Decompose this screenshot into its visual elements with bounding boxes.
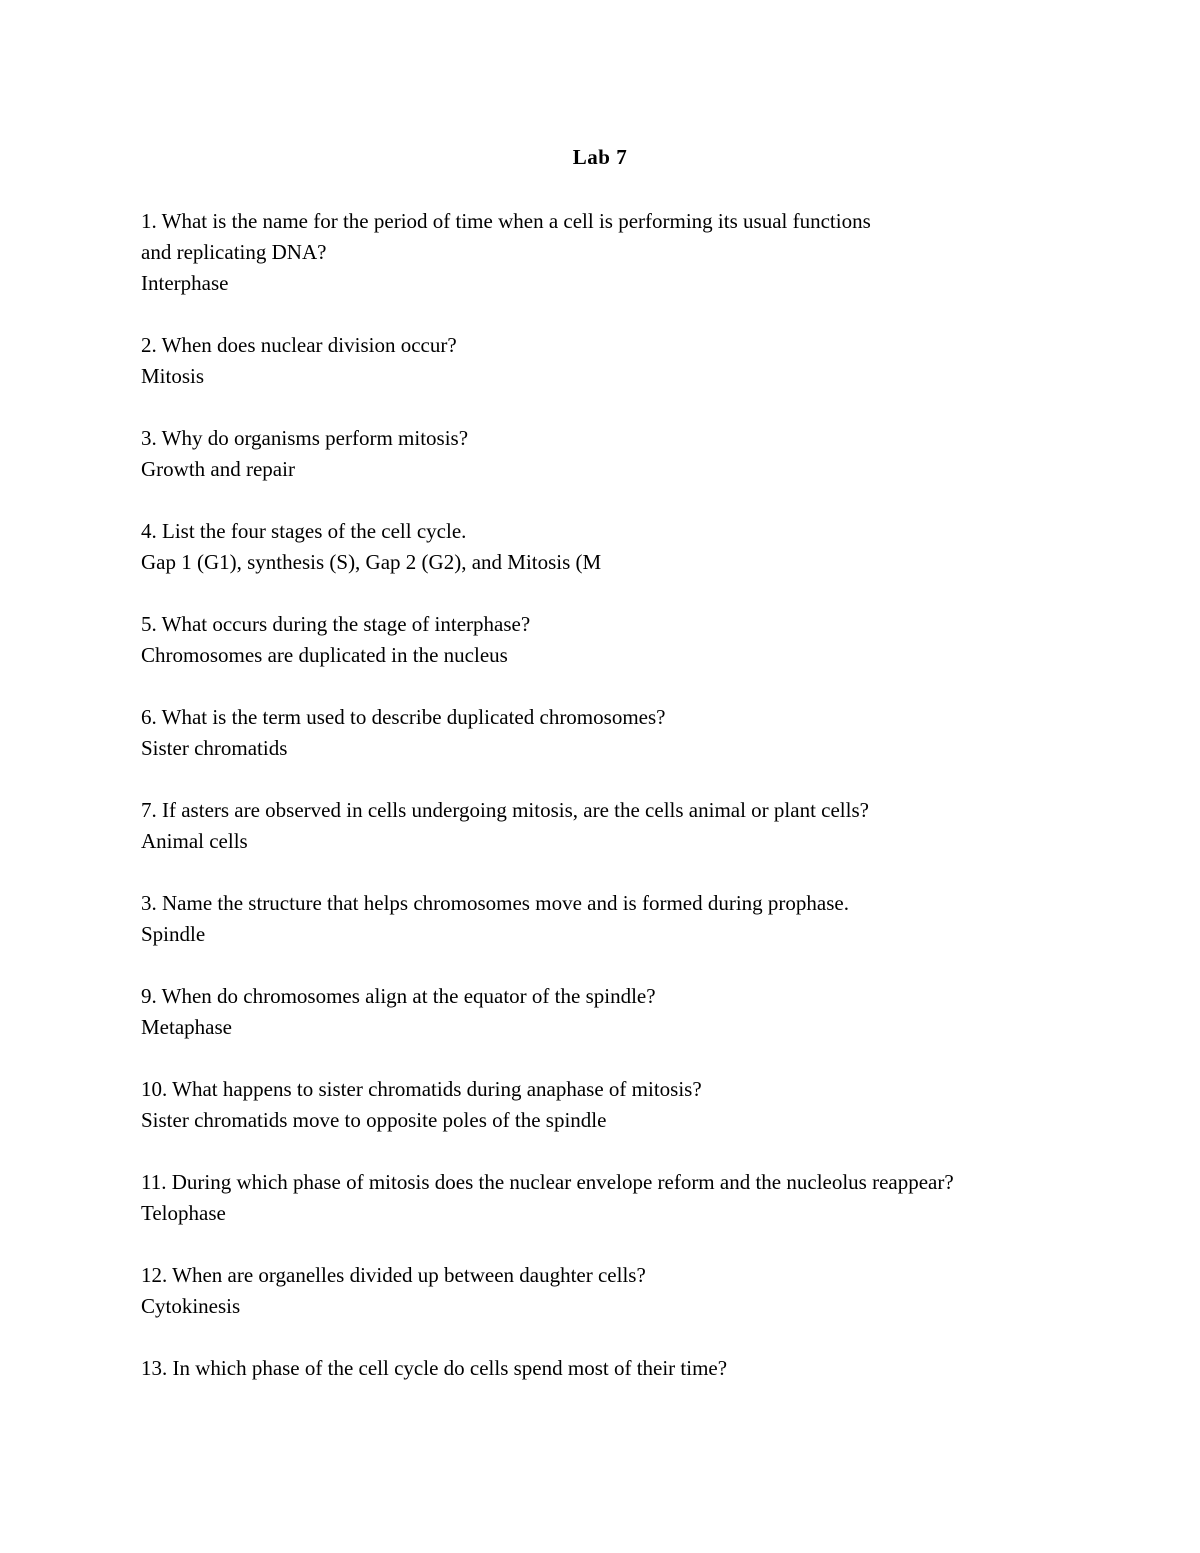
answer-2: Mitosis — [141, 364, 205, 388]
qa-item-7 — [141, 795, 1101, 857]
answer-7: Animal cells — [141, 829, 248, 853]
answer-4: Gap 1 (G1), synthesis (S), Gap 2 (G2), and Mitosis (M — [141, 550, 602, 574]
question-12: 12. When are organelles divided up between daughter cells? — [141, 1263, 646, 1287]
qa-item-11 — [141, 1167, 1101, 1229]
question-7: 7. If asters are observed in cells undergoing mitosis, are the cells animal or plant cells? — [141, 798, 869, 822]
question-5: 5. What occurs during the stage of interphase? — [141, 612, 531, 636]
question-3: 3. Why do organisms perform mitosis? — [141, 426, 469, 450]
question-list — [141, 206, 1101, 1415]
question-1-line-2: and replicating DNA? — [141, 240, 327, 264]
question-10: 10. What happens to sister chromatids during anaphase of mitosis? — [141, 1077, 702, 1101]
question-13: 13. In which phase of the cell cycle do cells spend most of their time? — [141, 1356, 728, 1380]
qa-item-13 — [141, 1353, 1101, 1384]
question-1-line-1: 1. What is the name for the period of time when a cell is performing its usual functions — [141, 209, 871, 233]
qa-item-8 — [141, 888, 1101, 950]
question-9: 9. When do chromosomes align at the equator of the spindle? — [141, 984, 656, 1008]
qa-item-1 — [141, 206, 1101, 299]
question-8: 3. Name the structure that helps chromosomes move and is formed during prophase. — [141, 891, 849, 915]
qa-item-2 — [141, 330, 1101, 392]
answer-5: Chromosomes are duplicated in the nucleus — [141, 643, 508, 667]
answer-11: Telophase — [141, 1201, 226, 1225]
question-2: 2. When does nuclear division occur? — [141, 333, 457, 357]
answer-3: Growth and repair — [141, 457, 295, 481]
qa-item-12 — [141, 1260, 1101, 1322]
qa-item-5 — [141, 609, 1101, 671]
answer-12: Cytokinesis — [141, 1294, 241, 1318]
answer-6: Sister chromatids — [141, 736, 288, 760]
qa-item-6 — [141, 702, 1101, 764]
qa-item-9 — [141, 981, 1101, 1043]
page-title: Lab 7 — [572, 145, 628, 169]
qa-item-3 — [141, 423, 1101, 485]
answer-10: Sister chromatids move to opposite poles of the spindle — [141, 1108, 607, 1132]
qa-item-4 — [141, 516, 1101, 578]
qa-item-10 — [141, 1074, 1101, 1136]
question-4: 4. List the four stages of the cell cycle. — [141, 519, 467, 543]
question-11: 11. During which phase of mitosis does the nuclear envelope reform and the nucleolus reappear? — [141, 1170, 954, 1194]
answer-8: Spindle — [141, 922, 206, 946]
answer-9: Metaphase — [141, 1015, 232, 1039]
answer-1: Interphase — [141, 271, 229, 295]
question-6: 6. What is the term used to describe duplicated chromosomes? — [141, 705, 666, 729]
